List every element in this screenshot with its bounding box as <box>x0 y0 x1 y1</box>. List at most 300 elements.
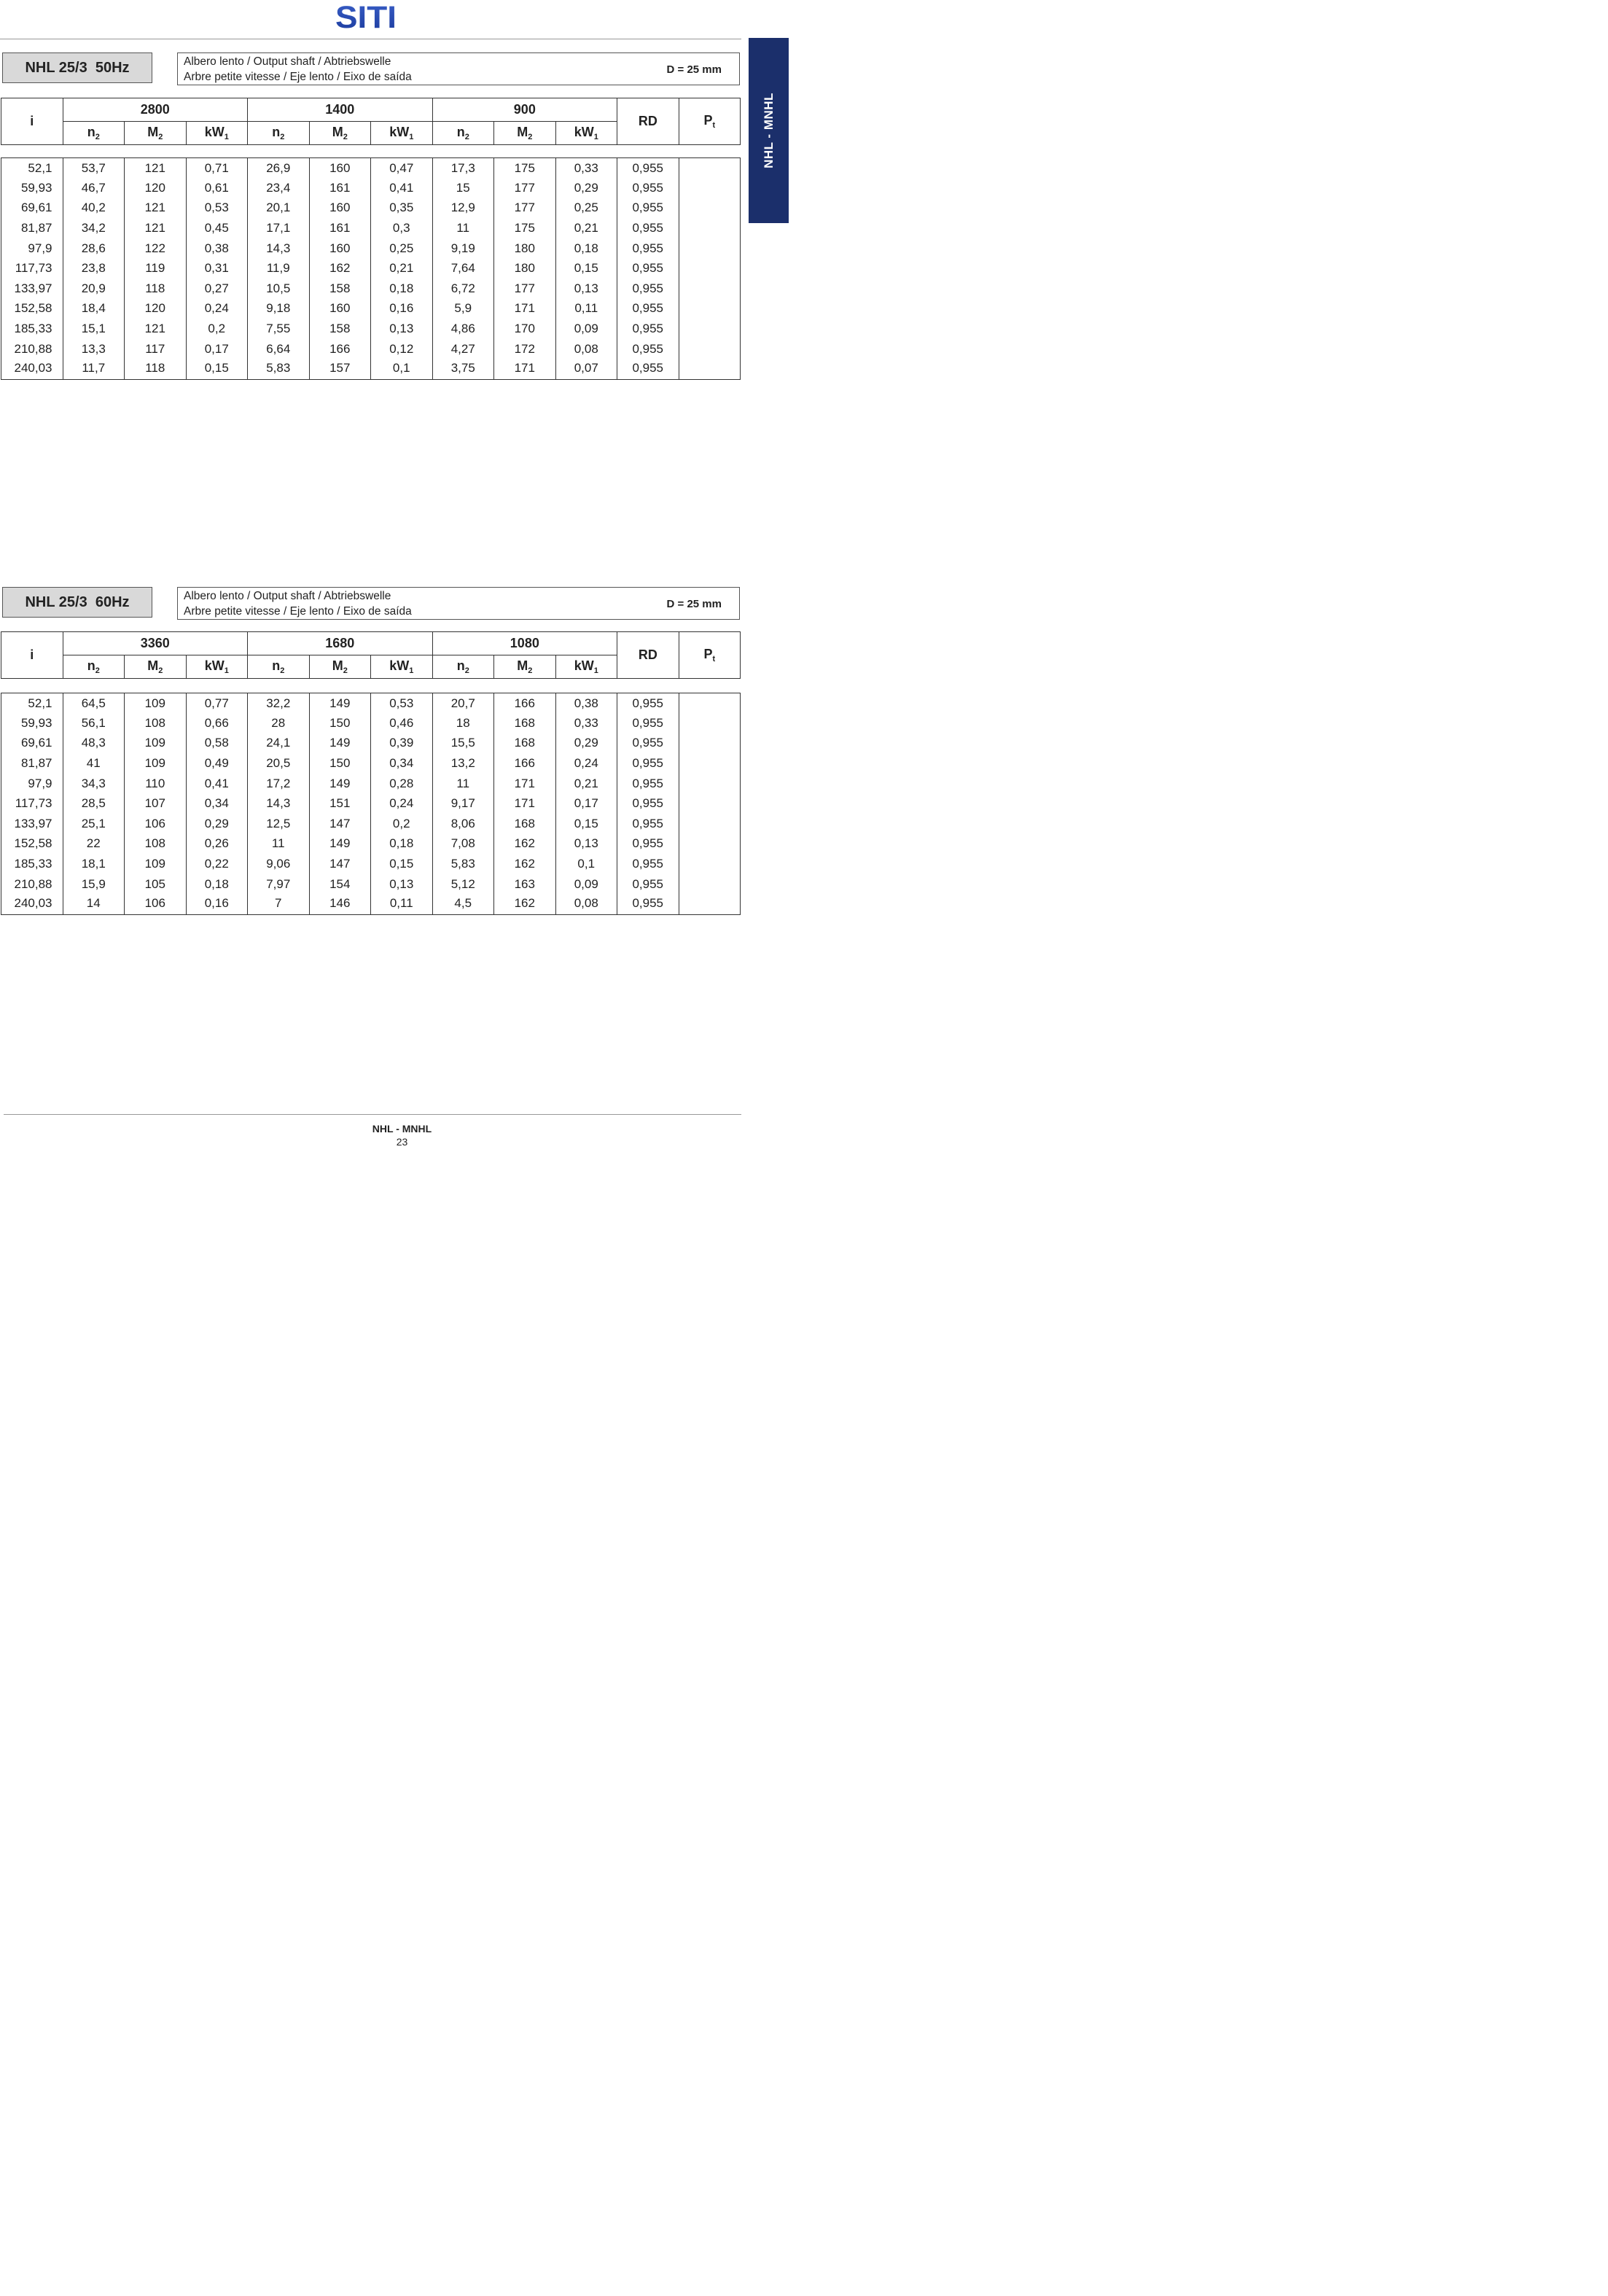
col-kw1-header: $kW_1$ <box>186 122 248 145</box>
col-n2-header: $n_2$ <box>432 655 494 679</box>
table-cell: 0,18 <box>555 238 617 259</box>
table-cell: 97,9 <box>1 774 63 794</box>
table-cell: 0,53 <box>371 693 433 714</box>
table-cell: 0,31 <box>186 258 248 279</box>
table-cell: 0,25 <box>371 238 433 259</box>
table-cell: 0,34 <box>186 793 248 814</box>
speed-header: 1400 <box>248 98 433 122</box>
table-cell: 0,955 <box>617 158 679 179</box>
table-cell: 11 <box>432 774 494 794</box>
col-rd-header: RD <box>617 98 679 145</box>
table-cell: 7 <box>248 894 310 914</box>
table-cell: 0,955 <box>617 339 679 359</box>
table-cell: 0,3 <box>371 218 433 238</box>
table-cell: 133,97 <box>1 814 63 834</box>
table-cell: 147 <box>309 814 371 834</box>
table-cell: 162 <box>494 834 556 855</box>
table-cell: 0,35 <box>371 198 433 219</box>
col-n2-header: $n_2$ <box>248 655 310 679</box>
table-cell: 18 <box>432 713 494 733</box>
table-cell <box>679 319 741 339</box>
table-row <box>1 874 741 895</box>
speed-header: 2800 <box>63 98 248 122</box>
table-cell: 52,1 <box>1 693 63 714</box>
table-cell: 81,87 <box>1 218 63 238</box>
table-cell: 0,24 <box>555 753 617 774</box>
table-cell: 160 <box>309 238 371 259</box>
table-cell: 0,17 <box>186 339 248 359</box>
table-cell: 0,45 <box>186 218 248 238</box>
siti-logo-text: SITI <box>335 1 397 29</box>
table-cell: 0,955 <box>617 814 679 834</box>
shaft-diameter: D = 25 mm <box>666 63 722 76</box>
table-row <box>1 279 741 299</box>
table-cell: 150 <box>309 713 371 733</box>
table-row <box>1 218 741 238</box>
col-n2-header: $n_2$ <box>63 655 125 679</box>
table-cell: 15,9 <box>63 874 125 895</box>
table-cell: 0,66 <box>186 713 248 733</box>
table-cell: 0,11 <box>555 299 617 319</box>
table-cell: 171 <box>494 359 556 379</box>
table-cell: 151 <box>309 793 371 814</box>
table-cell: 11,7 <box>63 359 125 379</box>
table-cell: 108 <box>125 713 187 733</box>
siti-logo <box>335 1 397 29</box>
table-row <box>1 793 741 814</box>
table-row <box>1 854 741 874</box>
footer-rule <box>4 1114 741 1115</box>
table-cell: 0,24 <box>186 299 248 319</box>
table-cell: 0,955 <box>617 774 679 794</box>
table-cell: 0,2 <box>371 814 433 834</box>
table-row <box>1 753 741 774</box>
table-cell: 22 <box>63 834 125 855</box>
table-cell: 110 <box>125 774 187 794</box>
table-cell: 28,5 <box>63 793 125 814</box>
table-cell: 158 <box>309 279 371 299</box>
table-row <box>1 713 741 733</box>
table-cell: 28,6 <box>63 238 125 259</box>
table-header-50hz <box>1 98 741 145</box>
table-cell: 14,3 <box>248 793 310 814</box>
table-cell: 0,955 <box>617 793 679 814</box>
table-cell <box>679 894 741 914</box>
table-row <box>1 238 741 259</box>
table-cell: 0,08 <box>555 339 617 359</box>
table-cell: 0,13 <box>555 279 617 299</box>
table-cell: 166 <box>309 339 371 359</box>
table-cell: 0,15 <box>555 814 617 834</box>
table-cell: 0,955 <box>617 874 679 895</box>
table-cell: 0,25 <box>555 198 617 219</box>
col-n2-header: $n_2$ <box>248 122 310 145</box>
table-cell: 69,61 <box>1 198 63 219</box>
table-cell: 6,72 <box>432 279 494 299</box>
table-cell: 120 <box>125 178 187 198</box>
table-cell: 0,955 <box>617 713 679 733</box>
table-cell: 46,7 <box>63 178 125 198</box>
table-cell: 14 <box>63 894 125 914</box>
table-cell: 0,15 <box>186 359 248 379</box>
col-i-header: i <box>1 98 63 145</box>
table-cell: 158 <box>309 319 371 339</box>
table-cell <box>679 693 741 714</box>
table-cell: 0,13 <box>555 834 617 855</box>
table-cell: 64,5 <box>63 693 125 714</box>
table-row <box>1 339 741 359</box>
table-cell: 17,2 <box>248 774 310 794</box>
table-row <box>1 894 741 914</box>
speed-header: 900 <box>432 98 617 122</box>
shaft-line-2: Arbre petite vitesse / Eje lento / Eixo de saída <box>184 71 412 83</box>
table-cell: 4,5 <box>432 894 494 914</box>
speed-header: 1680 <box>248 632 433 655</box>
table-cell: 11 <box>432 218 494 238</box>
table-cell: 23,8 <box>63 258 125 279</box>
shaft-line-1: Albero lento / Output shaft / Abtriebswelle <box>184 55 391 68</box>
table-cell: 0,955 <box>617 753 679 774</box>
table-cell: 0,955 <box>617 258 679 279</box>
table-cell: 166 <box>494 753 556 774</box>
table-cell <box>679 774 741 794</box>
table-cell <box>679 753 741 774</box>
col-m2-header: $M_2$ <box>309 122 371 145</box>
table-cell: 108 <box>125 834 187 855</box>
table-cell <box>679 814 741 834</box>
table-cell: 40,2 <box>63 198 125 219</box>
table-cell: 0,09 <box>555 874 617 895</box>
table-cell: 15 <box>432 178 494 198</box>
table-cell: 150 <box>309 753 371 774</box>
table-cell: 59,93 <box>1 178 63 198</box>
table-cell: 160 <box>309 198 371 219</box>
table-cell: 0,29 <box>555 178 617 198</box>
table-cell: 25,1 <box>63 814 125 834</box>
table-cell: 6,64 <box>248 339 310 359</box>
table-cell: 0,955 <box>617 178 679 198</box>
table-cell: 97,9 <box>1 238 63 259</box>
table-cell: 20,5 <box>248 753 310 774</box>
table-cell: 53,7 <box>63 158 125 179</box>
table-cell: 152,58 <box>1 299 63 319</box>
table-cell: 7,08 <box>432 834 494 855</box>
table-cell: 15,5 <box>432 733 494 754</box>
table-cell: 0,955 <box>617 198 679 219</box>
table-cell: 0,39 <box>371 733 433 754</box>
table-cell: 177 <box>494 279 556 299</box>
table-cell: 7,55 <box>248 319 310 339</box>
table-cell: 0,955 <box>617 894 679 914</box>
table-cell: 0,71 <box>186 158 248 179</box>
table-cell: 0,07 <box>555 359 617 379</box>
table-cell: 133,97 <box>1 279 63 299</box>
speed-header: 1080 <box>432 632 617 655</box>
table-cell: 121 <box>125 218 187 238</box>
table-cell <box>679 158 741 179</box>
table-cell: 121 <box>125 158 187 179</box>
table-cell: 170 <box>494 319 556 339</box>
table-cell: 0,15 <box>371 854 433 874</box>
table-cell: 15,1 <box>63 319 125 339</box>
table-cell: 5,9 <box>432 299 494 319</box>
table-cell: 177 <box>494 178 556 198</box>
table-cell: 185,33 <box>1 319 63 339</box>
table-cell: 0,955 <box>617 693 679 714</box>
table-cell: 120 <box>125 299 187 319</box>
table-cell: 12,5 <box>248 814 310 834</box>
table-cell <box>679 854 741 874</box>
table-cell: 149 <box>309 834 371 855</box>
table-cell: 11 <box>248 834 310 855</box>
col-m2-header: $M_2$ <box>125 655 187 679</box>
table-cell: 0,18 <box>371 834 433 855</box>
col-rd-header: RD <box>617 632 679 679</box>
col-pt-header: $P_t$ <box>679 98 741 145</box>
table-cell: 0,1 <box>555 854 617 874</box>
table-cell: 8,06 <box>432 814 494 834</box>
table-cell: 34,2 <box>63 218 125 238</box>
side-tab <box>749 38 789 223</box>
table-cell: 105 <box>125 874 187 895</box>
table-cell <box>679 793 741 814</box>
table-cell: 118 <box>125 279 187 299</box>
table-cell: 162 <box>494 894 556 914</box>
table-cell: 4,86 <box>432 319 494 339</box>
table-cell: 0,22 <box>186 854 248 874</box>
table-cell: 121 <box>125 198 187 219</box>
col-m2-header: $M_2$ <box>494 122 556 145</box>
table-cell: 56,1 <box>63 713 125 733</box>
table-cell: 240,03 <box>1 359 63 379</box>
table-cell <box>679 218 741 238</box>
table-cell: 9,17 <box>432 793 494 814</box>
table-cell: 122 <box>125 238 187 259</box>
model-title-text: NHL 25/3 50Hz <box>25 59 130 76</box>
table-cell: 0,15 <box>555 258 617 279</box>
table-cell: 171 <box>494 774 556 794</box>
table-cell: 20,1 <box>248 198 310 219</box>
model-title-50hz <box>2 52 152 83</box>
col-n2-header: $n_2$ <box>432 122 494 145</box>
table-cell: 210,88 <box>1 339 63 359</box>
model-title-text: NHL 25/3 60Hz <box>25 594 130 610</box>
col-kw1-header: $kW_1$ <box>555 122 617 145</box>
table-row <box>1 319 741 339</box>
table-row <box>1 178 741 198</box>
table-cell: 0,33 <box>555 158 617 179</box>
table-cell <box>679 339 741 359</box>
table-cell: 17,1 <box>248 218 310 238</box>
table-cell: 0,955 <box>617 359 679 379</box>
table-cell: 109 <box>125 693 187 714</box>
table-cell: 109 <box>125 753 187 774</box>
table-cell: 149 <box>309 733 371 754</box>
table-cell: 119 <box>125 258 187 279</box>
table-cell: 0,955 <box>617 279 679 299</box>
table-cell: 149 <box>309 774 371 794</box>
table-cell: 0,33 <box>555 713 617 733</box>
table-cell: 3,75 <box>432 359 494 379</box>
table-cell: 7,64 <box>432 258 494 279</box>
col-m2-header: $M_2$ <box>309 655 371 679</box>
shaft-info-60hz <box>177 587 740 620</box>
table-row <box>1 359 741 379</box>
table-cell: 69,61 <box>1 733 63 754</box>
table-cell: 0,08 <box>555 894 617 914</box>
table-cell: 20,7 <box>432 693 494 714</box>
table-cell: 0,38 <box>186 238 248 259</box>
table-cell: 0,13 <box>371 319 433 339</box>
table-cell: 168 <box>494 733 556 754</box>
table-cell: 0,09 <box>555 319 617 339</box>
table-row <box>1 158 741 179</box>
col-n2-header: $n_2$ <box>63 122 125 145</box>
table-row <box>1 693 741 714</box>
table-cell: 0,955 <box>617 218 679 238</box>
table-body-60hz <box>1 693 741 915</box>
shaft-diameter: D = 25 mm <box>666 598 722 610</box>
table-cell: 24,1 <box>248 733 310 754</box>
table-cell: 109 <box>125 854 187 874</box>
table-cell: 0,21 <box>371 258 433 279</box>
table-cell: 0,53 <box>186 198 248 219</box>
table-cell: 9,06 <box>248 854 310 874</box>
table-cell: 0,41 <box>186 774 248 794</box>
table-cell: 0,955 <box>617 854 679 874</box>
table-cell <box>679 198 741 219</box>
table-row <box>1 258 741 279</box>
table-cell <box>679 238 741 259</box>
table-cell: 162 <box>494 854 556 874</box>
table-body-50hz <box>1 157 741 380</box>
table-cell: 9,19 <box>432 238 494 259</box>
table-cell <box>679 258 741 279</box>
table-cell: 52,1 <box>1 158 63 179</box>
table-cell: 32,2 <box>248 693 310 714</box>
table-cell: 0,29 <box>186 814 248 834</box>
table-cell: 121 <box>125 319 187 339</box>
table-row <box>1 299 741 319</box>
table-cell: 175 <box>494 158 556 179</box>
table-cell: 0,24 <box>371 793 433 814</box>
table-cell: 0,955 <box>617 299 679 319</box>
col-i-header: i <box>1 632 63 679</box>
table-cell <box>679 279 741 299</box>
table-cell: 81,87 <box>1 753 63 774</box>
table-cell: 11,9 <box>248 258 310 279</box>
table-cell: 106 <box>125 814 187 834</box>
table-cell: 5,83 <box>432 854 494 874</box>
table-cell: 168 <box>494 814 556 834</box>
table-cell <box>679 359 741 379</box>
table-cell: 106 <box>125 894 187 914</box>
table-cell: 41 <box>63 753 125 774</box>
table-cell: 0,18 <box>186 874 248 895</box>
table-cell <box>679 178 741 198</box>
table-cell: 118 <box>125 359 187 379</box>
table-cell: 0,16 <box>186 894 248 914</box>
table-cell: 162 <box>309 258 371 279</box>
table-cell: 12,9 <box>432 198 494 219</box>
table-cell: 180 <box>494 258 556 279</box>
table-row <box>1 814 741 834</box>
table-cell: 18,4 <box>63 299 125 319</box>
col-m2-header: $M_2$ <box>125 122 187 145</box>
table-cell: 14,3 <box>248 238 310 259</box>
table-cell <box>679 299 741 319</box>
table-cell: 157 <box>309 359 371 379</box>
table-cell: 0,46 <box>371 713 433 733</box>
table-cell: 0,21 <box>555 774 617 794</box>
table-cell: 0,955 <box>617 238 679 259</box>
table-cell: 28 <box>248 713 310 733</box>
table-cell: 146 <box>309 894 371 914</box>
table-cell: 166 <box>494 693 556 714</box>
table-cell: 177 <box>494 198 556 219</box>
table-cell <box>679 713 741 733</box>
table-cell: 171 <box>494 793 556 814</box>
table-cell <box>679 834 741 855</box>
shaft-line-1: Albero lento / Output shaft / Abtriebswelle <box>184 590 391 602</box>
table-cell: 154 <box>309 874 371 895</box>
table-cell: 117 <box>125 339 187 359</box>
col-kw1-header: $kW_1$ <box>371 655 433 679</box>
table-row <box>1 198 741 219</box>
table-cell: 5,12 <box>432 874 494 895</box>
shaft-line-2: Arbre petite vitesse / Eje lento / Eixo de saída <box>184 605 412 618</box>
table-cell: 240,03 <box>1 894 63 914</box>
table-cell <box>679 874 741 895</box>
table-cell: 0,955 <box>617 733 679 754</box>
table-cell: 0,13 <box>371 874 433 895</box>
table-cell: 20,9 <box>63 279 125 299</box>
table-cell: 0,12 <box>371 339 433 359</box>
col-m2-header: $M_2$ <box>494 655 556 679</box>
table-cell: 13,2 <box>432 753 494 774</box>
table-cell: 0,77 <box>186 693 248 714</box>
table-cell: 175 <box>494 218 556 238</box>
table-cell: 0,18 <box>371 279 433 299</box>
table-cell: 117,73 <box>1 258 63 279</box>
col-kw1-header: $kW_1$ <box>186 655 248 679</box>
table-cell: 185,33 <box>1 854 63 874</box>
table-cell: 147 <box>309 854 371 874</box>
table-cell: 59,93 <box>1 713 63 733</box>
table-cell: 0,47 <box>371 158 433 179</box>
table-cell: 13,3 <box>63 339 125 359</box>
table-cell: 18,1 <box>63 854 125 874</box>
table-header-60hz <box>1 631 741 679</box>
table-cell: 0,61 <box>186 178 248 198</box>
table-cell: 23,4 <box>248 178 310 198</box>
table-cell: 0,49 <box>186 753 248 774</box>
table-row <box>1 774 741 794</box>
table-cell: 0,17 <box>555 793 617 814</box>
table-cell: 0,1 <box>371 359 433 379</box>
table-cell: 34,3 <box>63 774 125 794</box>
table-cell: 161 <box>309 178 371 198</box>
table-cell: 9,18 <box>248 299 310 319</box>
table-cell: 0,34 <box>371 753 433 774</box>
table-cell: 0,11 <box>371 894 433 914</box>
table-cell: 109 <box>125 733 187 754</box>
col-kw1-header: $kW_1$ <box>371 122 433 145</box>
table-cell: 17,3 <box>432 158 494 179</box>
table-cell: 0,955 <box>617 319 679 339</box>
table-cell: 180 <box>494 238 556 259</box>
table-cell: 107 <box>125 793 187 814</box>
